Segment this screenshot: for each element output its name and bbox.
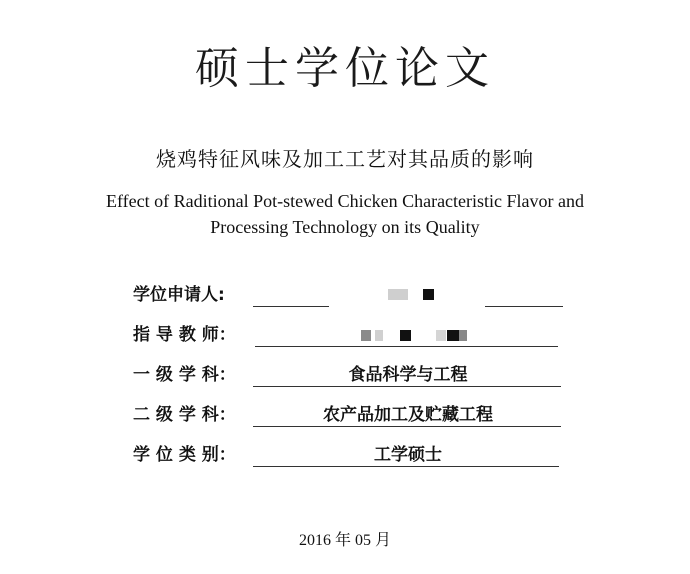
applicant-row xyxy=(133,276,563,310)
thesis-title-english xyxy=(0,188,690,240)
primary-discipline-underline xyxy=(253,386,561,387)
thesis-title-english-line1: Effect of Raditional Pot-stewed Chicken Characteristic Flavor and xyxy=(105,191,585,211)
advisor-name-redaction xyxy=(459,330,467,341)
thesis-title-english-line2: Processing Technology on its Quality xyxy=(210,217,480,237)
advisor-name-redaction xyxy=(361,330,371,341)
primary-discipline-row xyxy=(133,356,563,390)
advisor-underline xyxy=(255,346,558,347)
thesis-type-title: 硕士学位论文 xyxy=(195,43,495,94)
advisor-label: 指 导 教 师： xyxy=(133,325,236,345)
applicant-label: 学位申请人: xyxy=(133,285,225,305)
degree-type-value: 工学硕士 xyxy=(374,445,442,465)
submission-date: 2016 年 05 月 xyxy=(298,532,391,549)
degree-type-label: 学 位 类 别： xyxy=(133,445,236,465)
secondary-discipline-value: 农产品加工及贮藏工程 xyxy=(323,405,493,425)
advisor-name-redaction xyxy=(375,330,383,341)
applicant-line-gap xyxy=(329,302,485,310)
secondary-discipline-underline xyxy=(253,426,561,427)
primary-discipline-value: 食品科学与工程 xyxy=(348,365,468,385)
secondary-discipline-row xyxy=(133,396,563,430)
advisor-row xyxy=(133,316,563,350)
secondary-discipline-label: 二 级 学 科： xyxy=(133,405,236,425)
advisor-name-redaction xyxy=(400,330,411,341)
advisor-name-redaction xyxy=(447,330,459,341)
applicant-name-redaction xyxy=(423,289,434,300)
degree-type-row xyxy=(133,436,563,470)
degree-type-underline xyxy=(253,466,559,467)
thesis-title-chinese: 烧鸡特征风味及加工工艺对其品质的影响 xyxy=(156,147,534,171)
primary-discipline-label: 一 级 学 科： xyxy=(133,365,236,385)
advisor-name-redaction xyxy=(436,330,446,341)
applicant-name-redaction xyxy=(388,289,408,300)
